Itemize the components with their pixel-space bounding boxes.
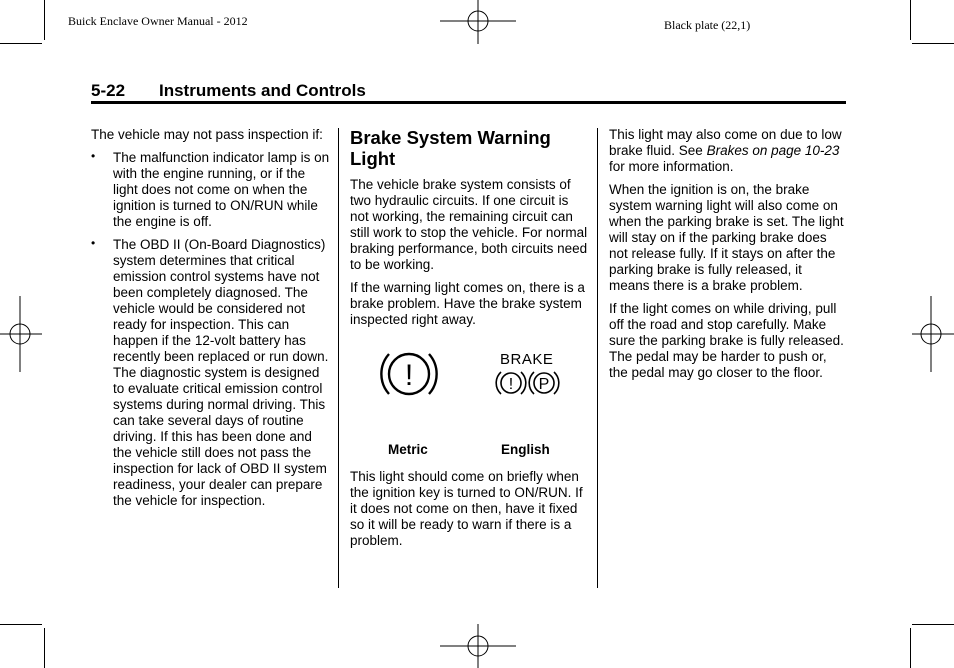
caption-metric: Metric — [388, 442, 428, 457]
paragraph: The vehicle brake system consists of two hydraulic circuits. If one circuit is not working, the remaining circuit can still work to stop the vehicle. For normal braking performance, both circuits need to be working. — [350, 177, 588, 272]
exclaim-glyph: ! — [508, 376, 514, 393]
intro-paragraph: The vehicle may not pass inspection if: — [91, 127, 323, 142]
paragraph — [609, 127, 845, 175]
registration-mark-bottom — [440, 624, 516, 668]
parking-glyph: P — [538, 376, 550, 393]
section-rule — [91, 101, 846, 104]
crop-mark — [0, 624, 42, 625]
crop-mark — [0, 43, 42, 44]
plate-label: Black plate (22,1) — [664, 18, 751, 32]
list-item: • The OBD II (On-Board Diagnostics) system determines that critical emission control systems have not been completely diagnosed. The vehicle would be considered not ready for inspection. This can happen if the 12-volt battery has recently been replaced or run down. The diagnostic system is designed to evaluate critical emission control systems during normal driving. This can take several days of routine driving. If this has been done and the vehicle still does not pass the inspection for lack of OBD II system readiness, your dealer can prepare the vehicle for inspection. — [91, 237, 331, 509]
registration-mark-right — [912, 296, 954, 372]
manual-title: Buick Enclave Owner Manual - 2012 — [68, 14, 248, 28]
column-3 — [609, 127, 845, 388]
list-item: • The malfunction indicator lamp is on with the engine running, or if the light does not come on when the ignition is turned to ON/RUN while the engine is off. — [91, 150, 331, 230]
registration-mark-top — [440, 0, 516, 44]
paragraph: If the light comes on while driving, pull off the road and stop carefully. Make sure the parking brake is fully released. The pedal may be harder to push or, the pedal may go closer to the floor. — [609, 301, 844, 380]
caption-english: English — [501, 442, 550, 457]
brake-label: BRAKE — [500, 351, 554, 368]
brake-warning-metric-icon — [376, 346, 442, 402]
exclaim-glyph: ! — [404, 359, 414, 392]
crop-mark — [910, 628, 911, 668]
text: This light may also come on due to low brake fluid. See — [609, 127, 842, 158]
crop-mark — [912, 43, 954, 44]
crop-mark — [910, 0, 911, 40]
page-number: 5-22 — [91, 81, 126, 100]
crop-mark — [44, 628, 45, 668]
registration-mark-left — [0, 296, 42, 372]
column-1 — [91, 127, 331, 516]
column-divider — [338, 128, 339, 588]
cross-reference-link[interactable]: Brakes on page 10-23 — [706, 143, 840, 158]
column-divider — [597, 128, 598, 588]
crop-mark — [912, 624, 954, 625]
text: for more information. — [609, 159, 734, 174]
brake-warning-english-icon — [493, 368, 563, 398]
brake-warning-heading: Brake System Warning Light — [350, 127, 551, 169]
section-title: Instruments and Controls — [159, 81, 366, 100]
column-2 — [350, 127, 590, 556]
brake-warning-figure — [350, 342, 590, 462]
paragraph: When the ignition is on, the brake system warning light will also come on when the parking brake is set. The light will stay on if the parking brake does not release fully. If it stays on after the parking brake is fully released, it means there is a brake problem. — [609, 182, 844, 293]
paragraph: If the warning light comes on, there is a brake problem. Have the brake system inspected right away. — [350, 280, 585, 327]
crop-mark — [44, 0, 45, 40]
paragraph: This light should come on briefly when the ignition key is turned to ON/RUN. If it does not come on then, have it fixed so it will be ready to warn if there is a problem. — [350, 469, 583, 548]
inspection-list — [91, 150, 331, 509]
